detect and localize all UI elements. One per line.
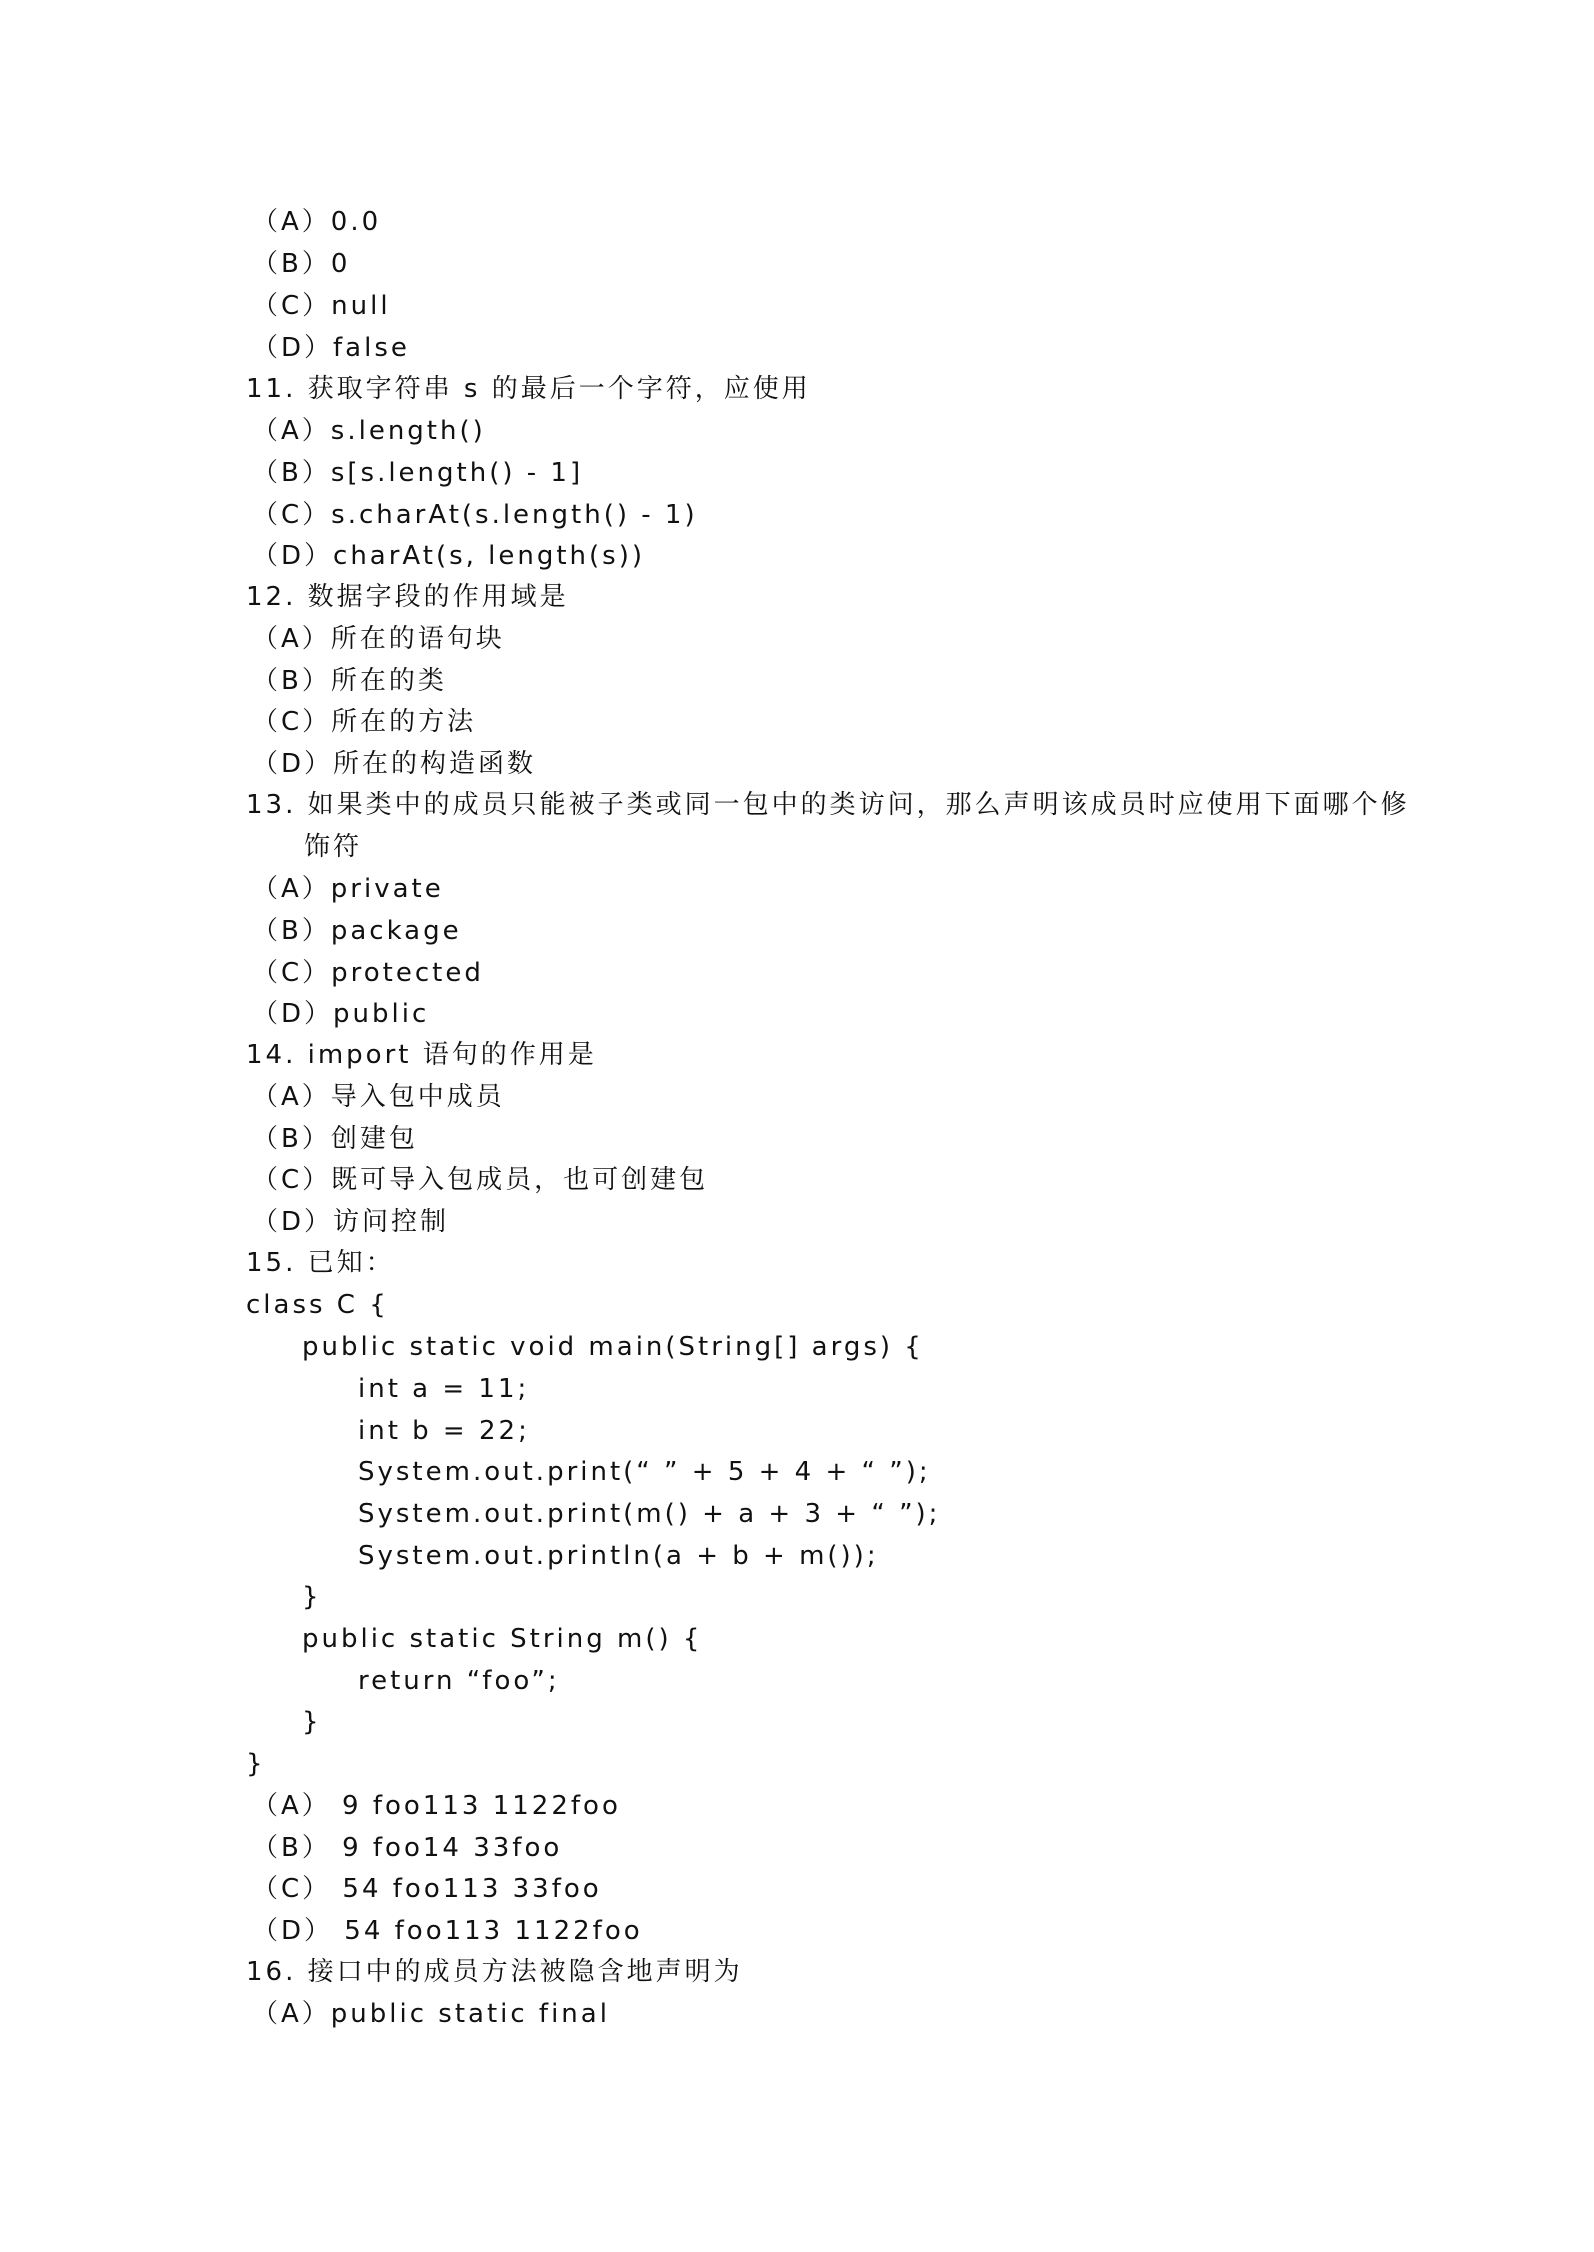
code-line: int a = 11; bbox=[358, 1374, 530, 1404]
q11-option-a: （A）s.length() bbox=[252, 416, 486, 446]
q15-option-d: （D） 54 foo113 1122foo bbox=[252, 1916, 643, 1946]
code-line: System.out.print(m() + a + 3 + “ ”); bbox=[358, 1499, 941, 1529]
code-line: } bbox=[302, 1582, 322, 1612]
q14-option-b: （B）创建包 bbox=[252, 1124, 418, 1154]
question-15-stem: 15. 已知： bbox=[246, 1248, 395, 1278]
q12-option-a: （A）所在的语句块 bbox=[252, 624, 505, 654]
code-line: System.out.print(“ ” + 5 + 4 + “ ”); bbox=[358, 1457, 931, 1487]
prev-option-d: （D）false bbox=[252, 333, 410, 363]
q12-option-d: （D）所在的构造函数 bbox=[252, 749, 537, 779]
code-line: int b = 22; bbox=[358, 1416, 530, 1446]
question-13-stem-line1: 13. 如果类中的成员只能被子类或同一包中的类访问，那么声明该成员时应使用下面哪个修 bbox=[246, 790, 1410, 820]
q14-option-d: （D）访问控制 bbox=[252, 1207, 450, 1237]
question-11-stem: 11. 获取字符串 s 的最后一个字符，应使用 bbox=[246, 374, 811, 404]
code-line: } bbox=[246, 1749, 266, 1779]
code-line: System.out.println(a + b + m()); bbox=[358, 1541, 879, 1571]
question-12-stem: 12. 数据字段的作用域是 bbox=[246, 582, 569, 612]
q13-option-b: （B）package bbox=[252, 916, 462, 946]
q11-option-d: （D）charAt(s, length(s)) bbox=[252, 541, 646, 571]
question-16-stem: 16. 接口中的成员方法被隐含地声明为 bbox=[246, 1957, 743, 1987]
q14-option-c: （C）既可导入包成员，也可创建包 bbox=[252, 1165, 709, 1195]
code-line: } bbox=[302, 1707, 322, 1737]
q13-option-a: （A）private bbox=[252, 874, 444, 904]
q14-option-a: （A）导入包中成员 bbox=[252, 1082, 505, 1112]
q15-option-c: （C） 54 foo113 33foo bbox=[252, 1874, 602, 1904]
q11-option-c: （C）s.charAt(s.length() - 1) bbox=[252, 500, 698, 530]
q11-option-b: （B）s[s.length() - 1] bbox=[252, 458, 584, 488]
prev-option-c: （C）null bbox=[252, 291, 391, 321]
q12-option-c: （C）所在的方法 bbox=[252, 707, 477, 737]
q16-option-a: （A）public static final bbox=[252, 1999, 610, 2029]
q15-option-b: （B） 9 foo14 33foo bbox=[252, 1833, 563, 1863]
question-13-stem-line2: 饰符 bbox=[304, 832, 363, 862]
code-line: public static void main(String[] args) { bbox=[302, 1332, 924, 1362]
q13-option-c: （C）protected bbox=[252, 958, 484, 988]
code-line: return “foo”; bbox=[358, 1666, 560, 1696]
prev-option-a: （A）0.0 bbox=[252, 207, 382, 237]
code-line: class C { bbox=[246, 1290, 389, 1320]
question-14-stem: 14. import 语句的作用是 bbox=[246, 1040, 597, 1070]
q12-option-b: （B）所在的类 bbox=[252, 666, 447, 696]
prev-option-b: （B）0 bbox=[252, 249, 351, 279]
q13-option-d: （D）public bbox=[252, 999, 430, 1029]
q15-option-a: （A） 9 foo113 1122foo bbox=[252, 1791, 621, 1821]
code-line: public static String m() { bbox=[302, 1624, 703, 1654]
